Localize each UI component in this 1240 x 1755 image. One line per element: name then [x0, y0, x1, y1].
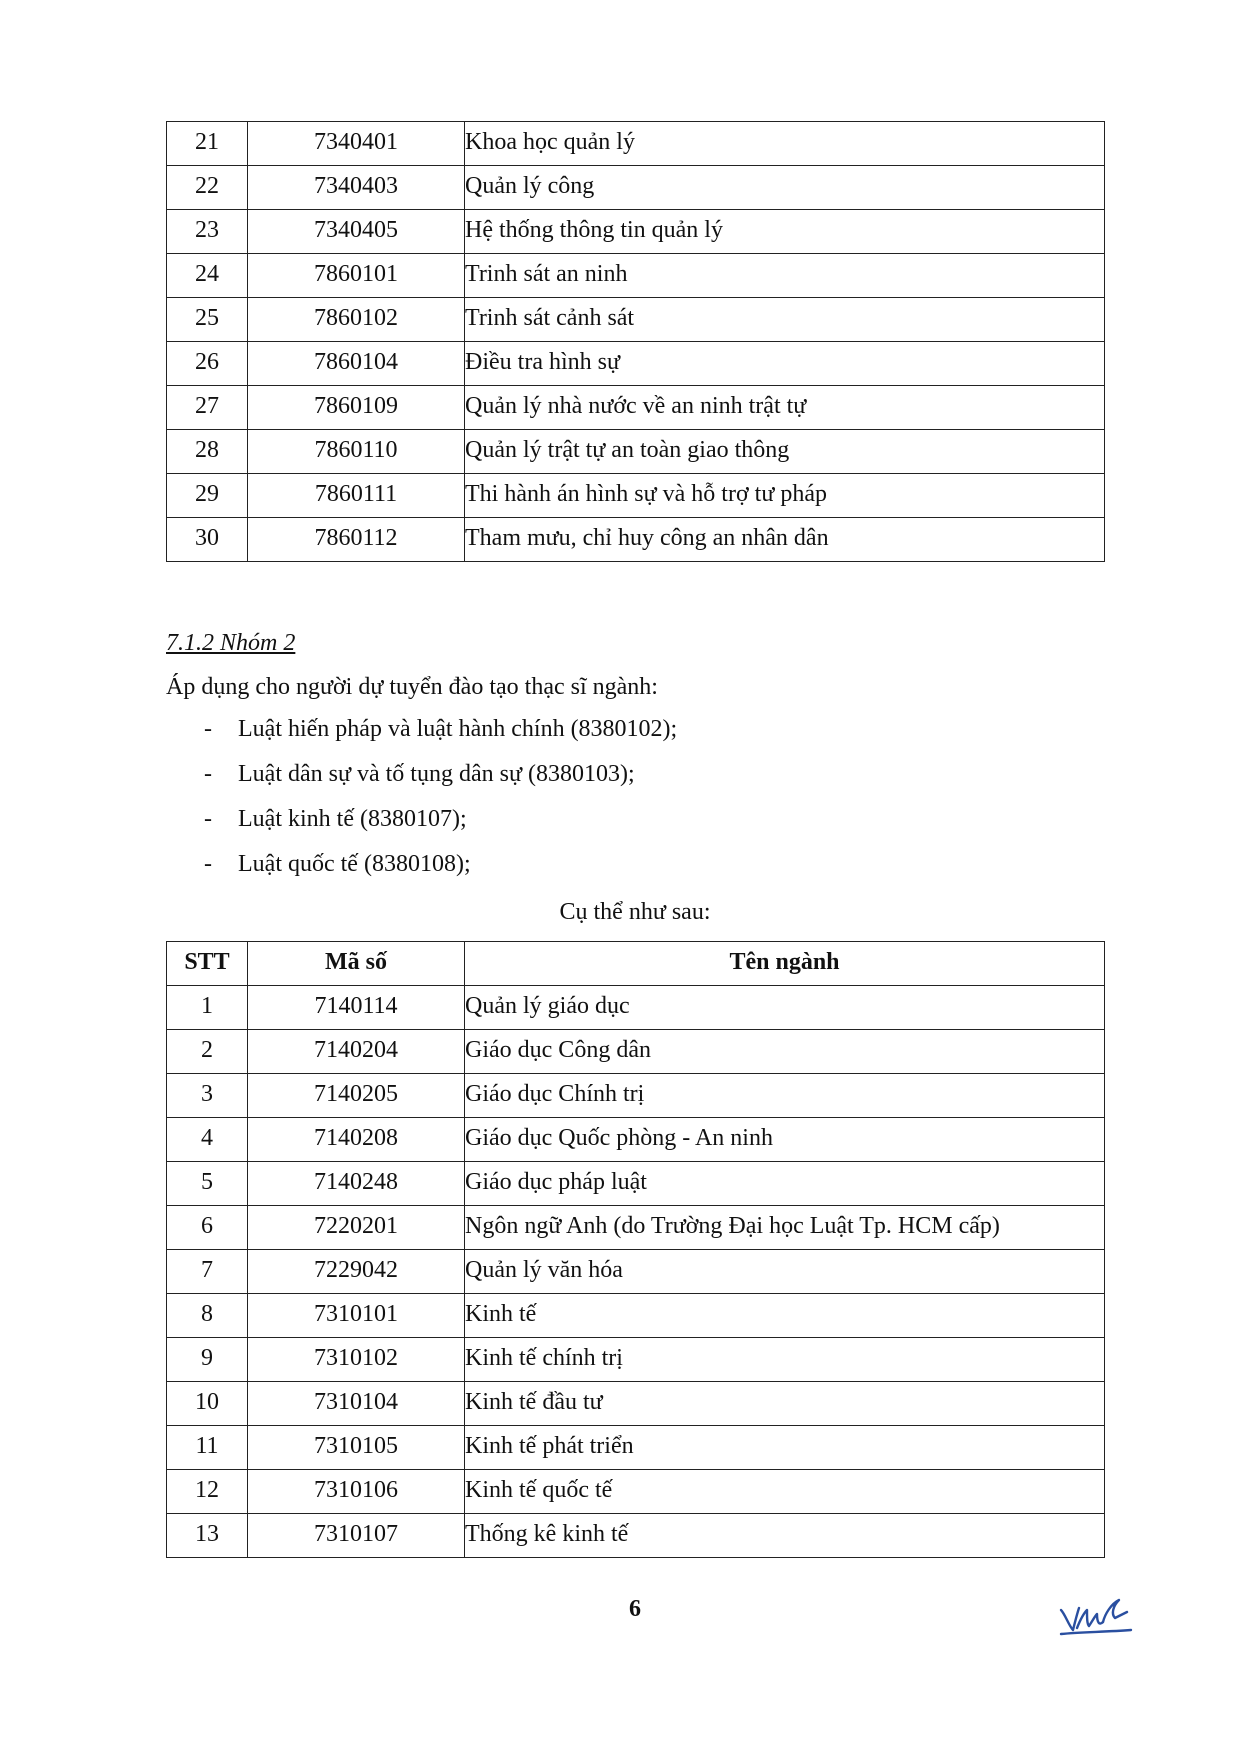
- row-code: 7310106: [248, 1470, 465, 1514]
- table-row: [167, 474, 1105, 518]
- row-stt: 29: [167, 474, 248, 518]
- row-stt: 30: [167, 518, 248, 562]
- applicable-majors-list: [166, 714, 677, 894]
- list-item-text: Luật kinh tế (8380107);: [238, 806, 467, 832]
- row-code: 7860104: [248, 342, 465, 386]
- row-code: 7860109: [248, 386, 465, 430]
- bullet-dash: -: [204, 716, 212, 742]
- table-row: [167, 1074, 1105, 1118]
- row-major-name: Thống kê kinh tế: [465, 1514, 1105, 1558]
- table-row: [167, 986, 1105, 1030]
- row-stt: 26: [167, 342, 248, 386]
- table-row: [167, 386, 1105, 430]
- row-major-name: Quản lý giáo dục: [465, 986, 1105, 1030]
- list-item: [166, 804, 677, 849]
- table-row: [167, 298, 1105, 342]
- table-header-row: [167, 942, 1105, 986]
- row-code: 7220201: [248, 1206, 465, 1250]
- row-major-name: Kinh tế đầu tư: [465, 1382, 1105, 1426]
- row-major-name: Thi hành án hình sự và hỗ trợ tư pháp: [465, 474, 1105, 518]
- table-row: [167, 1426, 1105, 1470]
- row-stt: 28: [167, 430, 248, 474]
- majors-table-group-2: [166, 941, 1105, 1558]
- row-major-name: Giáo dục Công dân: [465, 1030, 1105, 1074]
- row-major-name: Ngôn ngữ Anh (do Trường Đại học Luật Tp. HCM cấp): [465, 1206, 1105, 1250]
- header-code: Mã số: [248, 942, 465, 986]
- table-row: [167, 430, 1105, 474]
- row-major-name: Kinh tế chính trị: [465, 1338, 1105, 1382]
- table-row: [167, 518, 1105, 562]
- table-row: [167, 1470, 1105, 1514]
- row-code: 7860111: [248, 474, 465, 518]
- row-stt: 5: [167, 1162, 248, 1206]
- row-major-name: Quản lý nhà nước về an ninh trật tự: [465, 386, 1105, 430]
- list-item-text: Luật hiến pháp và luật hành chính (8380102);: [238, 716, 678, 742]
- header-stt: STT: [167, 942, 248, 986]
- row-code: 7340401: [248, 122, 465, 166]
- table-row: [167, 166, 1105, 210]
- row-major-name: Hệ thống thông tin quản lý: [465, 210, 1105, 254]
- section-intro: Áp dụng cho người dự tuyển đào tạo thạc sĩ ngành:: [166, 674, 658, 700]
- row-code: 7860102: [248, 298, 465, 342]
- row-stt: 21: [167, 122, 248, 166]
- row-major-name: Kinh tế quốc tế: [465, 1470, 1105, 1514]
- row-major-name: Điều tra hình sự: [465, 342, 1105, 386]
- majors-table-continued-body: [167, 122, 1105, 562]
- row-code: 7229042: [248, 1250, 465, 1294]
- row-stt: 7: [167, 1250, 248, 1294]
- row-code: 7860110: [248, 430, 465, 474]
- row-major-name: Trinh sát an ninh: [465, 254, 1105, 298]
- row-stt: 4: [167, 1118, 248, 1162]
- table-caption: Cụ thể như sau:: [559, 899, 711, 925]
- row-code: 7140208: [248, 1118, 465, 1162]
- row-code: 7310104: [248, 1382, 465, 1426]
- row-stt: 23: [167, 210, 248, 254]
- row-code: 7140248: [248, 1162, 465, 1206]
- row-code: 7340403: [248, 166, 465, 210]
- row-code: 7310101: [248, 1294, 465, 1338]
- row-major-name: Kinh tế phát triển: [465, 1426, 1105, 1470]
- row-stt: 27: [167, 386, 248, 430]
- row-stt: 9: [167, 1338, 248, 1382]
- table-row: [167, 1294, 1105, 1338]
- row-stt: 6: [167, 1206, 248, 1250]
- row-stt: 1: [167, 986, 248, 1030]
- list-item: [166, 759, 677, 804]
- row-code: 7310102: [248, 1338, 465, 1382]
- table-row: [167, 342, 1105, 386]
- row-stt: 3: [167, 1074, 248, 1118]
- row-stt: 10: [167, 1382, 248, 1426]
- table-row: [167, 122, 1105, 166]
- list-item-text: Luật quốc tế (8380108);: [238, 851, 471, 877]
- majors-table-group-2-body: [167, 986, 1105, 1558]
- row-major-name: Giáo dục Quốc phòng - An ninh: [465, 1118, 1105, 1162]
- table-row: [167, 1382, 1105, 1426]
- table-row: [167, 254, 1105, 298]
- row-stt: 2: [167, 1030, 248, 1074]
- row-major-name: Quản lý văn hóa: [465, 1250, 1105, 1294]
- row-code: 7140114: [248, 986, 465, 1030]
- bullet-dash: -: [204, 806, 212, 832]
- majors-table-continued: [166, 121, 1105, 562]
- row-major-name: Trinh sát cảnh sát: [465, 298, 1105, 342]
- header-name: Tên ngành: [465, 942, 1105, 986]
- page-number: 6: [629, 1596, 641, 1622]
- row-stt: 8: [167, 1294, 248, 1338]
- table-row: [167, 1118, 1105, 1162]
- row-major-name: Kinh tế: [465, 1294, 1105, 1338]
- bullet-dash: -: [204, 761, 212, 787]
- row-stt: 11: [167, 1426, 248, 1470]
- table-row: [167, 1206, 1105, 1250]
- row-code: 7340405: [248, 210, 465, 254]
- row-major-name: Giáo dục pháp luật: [465, 1162, 1105, 1206]
- list-item: [166, 849, 677, 894]
- section-heading: 7.1.2 Nhóm 2: [166, 630, 296, 656]
- row-code: 7310107: [248, 1514, 465, 1558]
- row-stt: 12: [167, 1470, 248, 1514]
- row-major-name: Quản lý trật tự an toàn giao thông: [465, 430, 1105, 474]
- list-item: [166, 714, 677, 759]
- table-row: [167, 1514, 1105, 1558]
- table-row: [167, 210, 1105, 254]
- table-row: [167, 1030, 1105, 1074]
- table-row: [167, 1250, 1105, 1294]
- row-major-name: Khoa học quản lý: [465, 122, 1105, 166]
- row-stt: 25: [167, 298, 248, 342]
- bullet-dash: -: [204, 851, 212, 877]
- table-row: [167, 1338, 1105, 1382]
- row-major-name: Giáo dục Chính trị: [465, 1074, 1105, 1118]
- row-code: 7140204: [248, 1030, 465, 1074]
- row-code: 7140205: [248, 1074, 465, 1118]
- row-code: 7860112: [248, 518, 465, 562]
- row-major-name: Quản lý công: [465, 166, 1105, 210]
- row-major-name: Tham mưu, chỉ huy công an nhân dân: [465, 518, 1105, 562]
- row-stt: 24: [167, 254, 248, 298]
- row-stt: 13: [167, 1514, 248, 1558]
- table-row: [167, 1162, 1105, 1206]
- row-code: 7310105: [248, 1426, 465, 1470]
- list-item-text: Luật dân sự và tố tụng dân sự (8380103);: [238, 761, 635, 787]
- row-stt: 22: [167, 166, 248, 210]
- row-code: 7860101: [248, 254, 465, 298]
- signature-icon: [1055, 1592, 1135, 1640]
